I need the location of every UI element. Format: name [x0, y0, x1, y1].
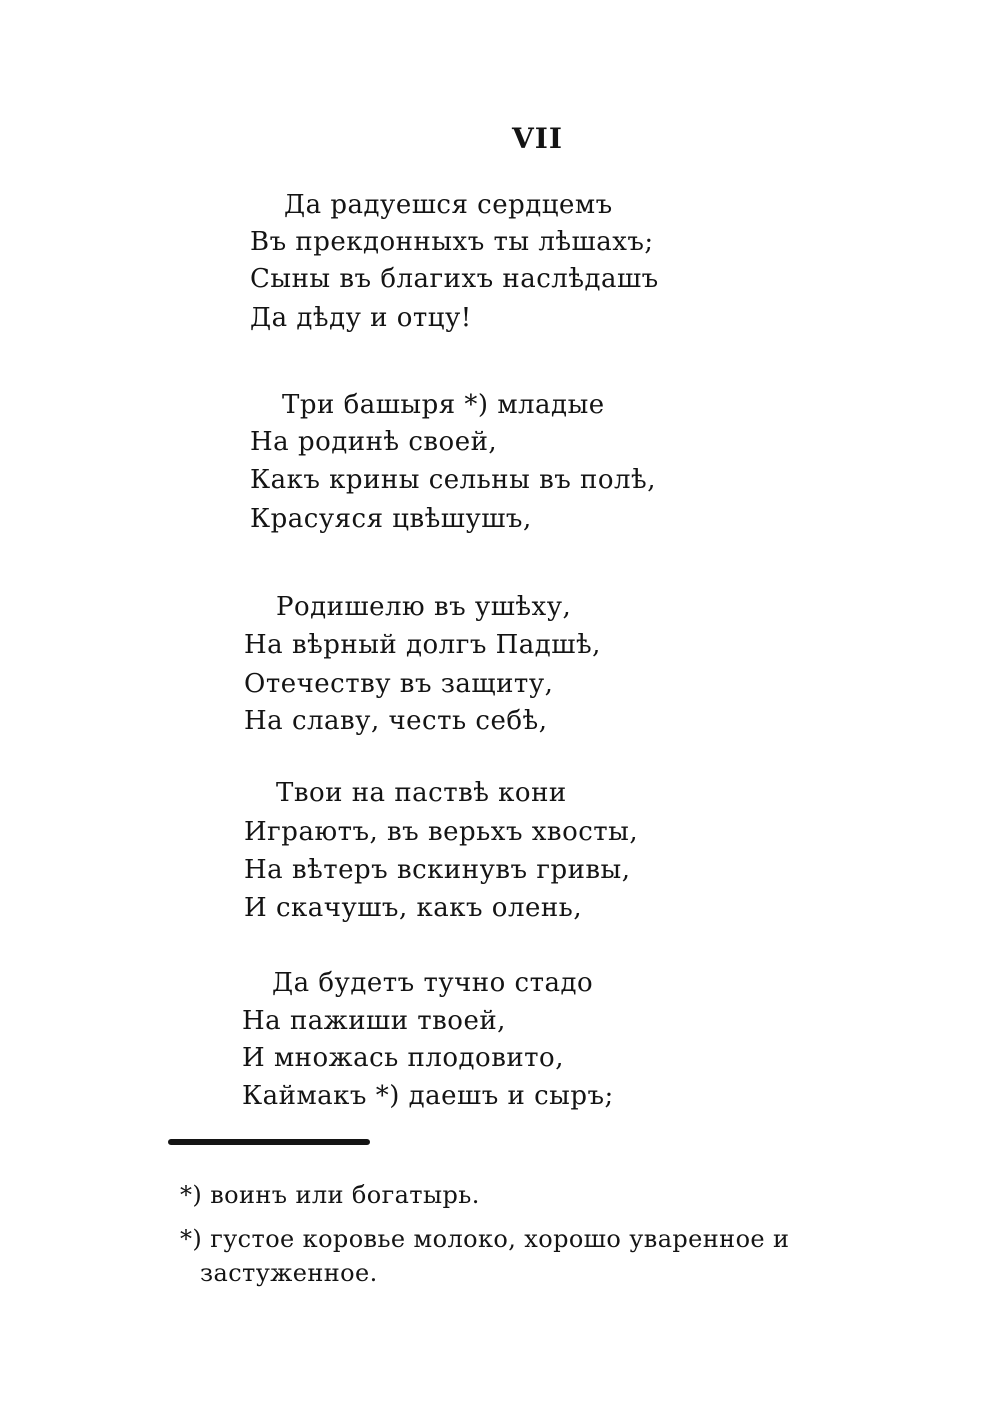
stanza-1-line-2: Въ прекдонныхъ ты лѣшахъ; — [250, 227, 654, 257]
stanza-1-line-1: Да радуешся сердцемъ — [284, 190, 613, 220]
stanza-3-line-2: На вѣрный долгъ Падшѣ, — [244, 630, 601, 660]
stanza-2-line-4: Красуяся цвѣшушъ, — [250, 504, 532, 534]
stanza-3-line-4: На славу, честь себѣ, — [244, 706, 548, 736]
footnote-2: *) густое коровье молоко, хорошо уваренное и — [180, 1225, 790, 1253]
stanza-3-line-1: Родишелю въ ушѣху, — [276, 592, 572, 622]
stanza-5-line-2: На пажиши твоей, — [242, 1006, 506, 1036]
footnote-1: *) воинъ или богатырь. — [180, 1181, 480, 1209]
stanza-4-line-2: Играютъ, въ верьхъ хвосты, — [244, 817, 639, 847]
stanza-2-line-1: Три башыря *) младые — [282, 390, 605, 420]
stanza-2-line-3: Какъ крины сельны въ полѣ, — [250, 465, 656, 495]
stanza-4-line-1: Твои на паствѣ кони — [276, 778, 567, 808]
stanza-4-line-3: На вѣтеръ вскинувъ гривы, — [244, 855, 631, 885]
page-number: VII — [512, 122, 563, 155]
footnote-2-continued: застуженное. — [200, 1259, 378, 1287]
footnote-divider — [168, 1139, 370, 1145]
stanza-3-line-3: Отечеству въ защиту, — [244, 669, 554, 699]
stanza-1-line-3: Сыны въ благихъ наслѣдашъ — [250, 264, 659, 294]
stanza-5-line-3: И множась плодовито, — [242, 1043, 564, 1073]
stanza-5-line-1: Да будетъ тучно стадо — [272, 968, 594, 998]
stanza-5-line-4: Каймакъ *) даешъ и сыръ; — [242, 1081, 614, 1111]
stanza-2-line-2: На родинѣ своей, — [250, 427, 498, 457]
stanza-4-line-4: И скачушъ, какъ олень, — [244, 893, 583, 923]
stanza-1-line-4: Да дѣду и отцу! — [250, 303, 472, 333]
